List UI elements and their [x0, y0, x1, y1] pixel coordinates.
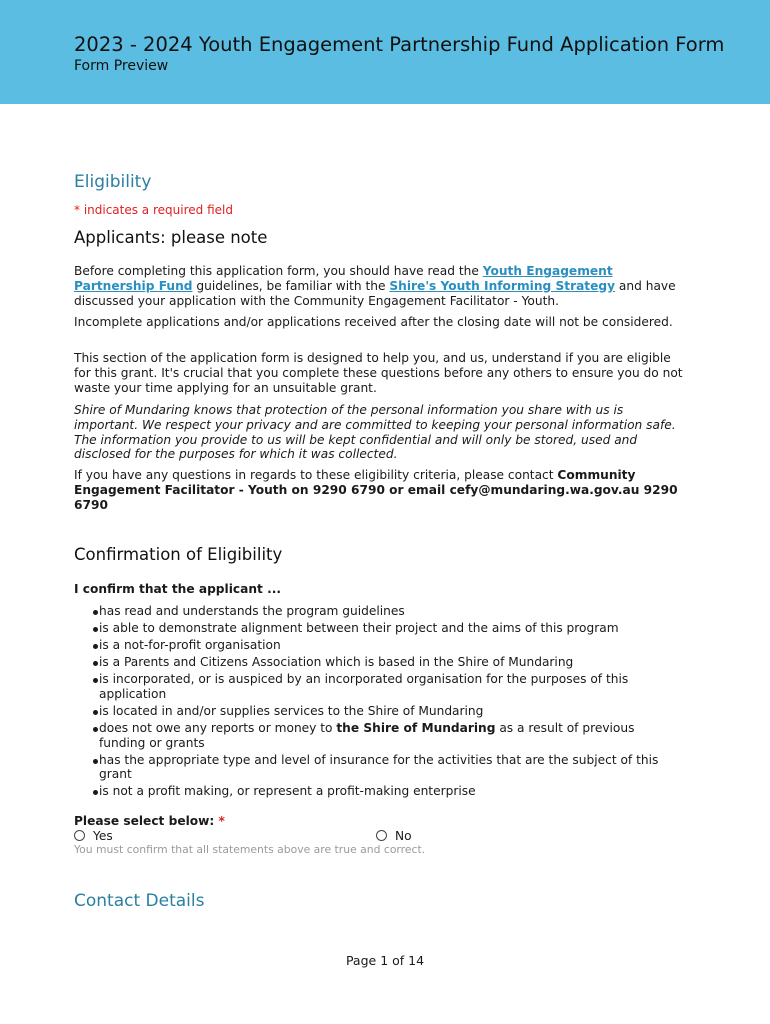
- page-header: [0, 0, 770, 104]
- form-subtitle: Form Preview: [74, 58, 169, 74]
- eligibility-criteria-list: [74, 604, 674, 801]
- select-label: Please select below: *: [74, 814, 225, 828]
- radio-circle-icon[interactable]: [74, 830, 85, 841]
- list-item: has the appropriate type and level of insurance for the activities that are the subject of this grant: [74, 753, 674, 782]
- radio-no-label: No: [395, 829, 412, 843]
- incomplete-applications-paragraph: Incomplete applications and/or applications received after the closing date will not be considered.: [74, 315, 673, 329]
- bullet-icon: [93, 661, 98, 666]
- bullet-icon: [93, 759, 98, 764]
- confirmation-heading: Confirmation of Eligibility: [74, 545, 283, 564]
- contact-questions-paragraph: [74, 468, 684, 512]
- bullet-icon: [93, 710, 98, 715]
- list-item: is incorporated, or is auspiced by an incorporated organisation for the purposes of this application: [74, 672, 674, 701]
- questions-text: If you have any questions in regards to these eligibility criteria, please contact: [74, 468, 558, 482]
- contact-details-heading: Contact Details: [74, 891, 205, 911]
- section-purpose-paragraph: This section of the application form is designed to help you, and us, understand if you are eligible for this grant. It's crucial that you complete these questions before any others to ensure you do not waste your time applying for an unsuitable grant.: [74, 351, 683, 395]
- confirmation-hint: You must confirm that all statements above are true and correct.: [74, 843, 426, 856]
- privacy-paragraph: Shire of Mundaring knows that protection of the personal information you share with us is important. We respect your privacy and are committed to keeping your personal information safe. The information you provide to us will be kept confidential and will only be stored, used and disclosed for the purposes for which it was collected.: [74, 403, 676, 462]
- page-number: Page 1 of 14: [345, 953, 425, 968]
- radio-no[interactable]: [376, 829, 412, 843]
- intro-text-middle: guidelines, be familiar with the: [192, 278, 390, 293]
- bullet-icon: [93, 678, 98, 683]
- applicants-note-heading: Applicants: please note: [74, 228, 268, 247]
- list-item: is able to demonstrate alignment between their project and the aims of this program: [74, 621, 674, 636]
- required-asterisk: *: [218, 814, 225, 828]
- list-item: is a not-for-profit organisation: [74, 638, 674, 653]
- bullet-icon: [93, 610, 98, 615]
- list-item: is not a profit making, or represent a profit-making enterprise: [74, 784, 674, 799]
- bullet-icon: [93, 644, 98, 649]
- list-item: does not owe any reports or money to the Shire of Mundaring as a result of previous funding or grants: [74, 721, 674, 750]
- eligibility-heading: Eligibility: [74, 172, 152, 192]
- radio-circle-icon[interactable]: [376, 830, 387, 841]
- youth-engagement-fund-link[interactable]: Youth Engagement Partnership Fund: [74, 264, 613, 293]
- confirm-lead: I confirm that the applicant ...: [74, 582, 281, 596]
- bullet-icon: [93, 627, 98, 632]
- facilitator-contact-details: Community Engagement Facilitator - Youth on 9290 6790 or email cefy@mundaring.wa.gov.au 9290 6790: [74, 468, 678, 512]
- bullet-icon: [93, 727, 98, 732]
- intro-paragraph: [74, 264, 684, 308]
- form-title: 2023 - 2024 Youth Engagement Partnership Fund Application Form: [74, 33, 725, 56]
- list-item: is located in and/or supplies services to the Shire of Mundaring: [74, 704, 674, 719]
- youth-informing-strategy-link[interactable]: Shire's Youth Informing Strategy: [389, 278, 616, 293]
- list-item: has read and understands the program guidelines: [74, 604, 674, 619]
- radio-yes-label: Yes: [93, 829, 113, 843]
- required-field-note: * indicates a required field: [74, 203, 233, 217]
- list-item: is a Parents and Citizens Association which is based in the Shire of Mundaring: [74, 655, 674, 670]
- intro-text-end: and have discussed your application with the Community Engagement Facilitator - Youth.: [74, 278, 676, 308]
- radio-yes[interactable]: [74, 829, 113, 843]
- bullet-icon: [93, 790, 98, 795]
- intro-text-start: Before completing this application form, you should have read the: [74, 264, 483, 278]
